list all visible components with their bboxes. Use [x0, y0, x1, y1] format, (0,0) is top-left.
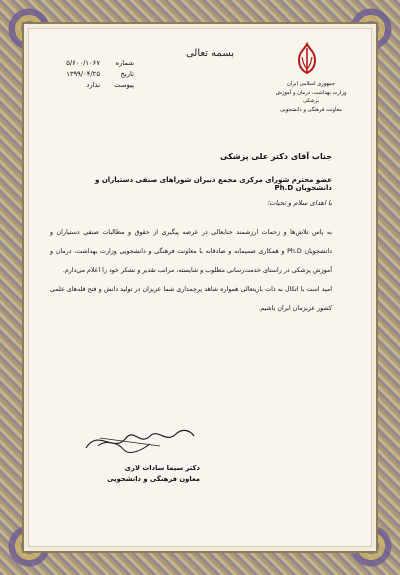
number-value: ۵/۶۰۰/۱۰۶۷ [66, 59, 100, 67]
organization-line: معاونت فرهنگی و دانشجویی [280, 106, 342, 113]
date-label: تاریخ [120, 70, 134, 78]
recipient: جناب آقای دکتر علی پزشکی [220, 152, 332, 161]
handwritten-signature-icon [80, 420, 200, 460]
signer-title: معاون فرهنگی و دانشجویی [107, 475, 200, 483]
date-row [42, 69, 134, 80]
signature-block [80, 420, 200, 498]
body-paragraph: امید است با اتکال به ذات باریتعالی همواره شاهد پرچمداری شما عزیزان در تولید دانش و فتح قله‌های علمی کشور عزیزمان ایران باشیم. [50, 286, 332, 312]
letter-body [50, 223, 332, 318]
iran-emblem-icon [292, 40, 322, 78]
attachment-row [42, 80, 134, 91]
subject-line: عضو محترم شورای مرکزی مجمع دبیران شوراهای صنفی دستیاران و دانشجویان Ph.D [95, 176, 332, 192]
number-row [42, 58, 134, 69]
greeting: با اهدای سلام و تحیات؛ [266, 199, 332, 207]
number-label: شماره [115, 59, 134, 67]
body-paragraph: به پاس تلاش‌ها و زحمات ارزشمند جنابعالی در عرصه پیگیری از حقوق و مطالبات صنفی دستیاران و دانشجویان Ph.D و همکاری صمیمانه و صادقانه با معاونت فرهنگی و دانشجویی وزارت بهداشت، درمان و آموزش پزشکی در راستای خدمت‌رسانی مطلوب و شایسته، مراتب تقدیر و تشکر خود را اعلام می‌دارم. [50, 229, 332, 274]
organization-line: جمهوری اسلامی ایران [286, 81, 336, 87]
signer-name: دکتر سیما سادات لاری [124, 464, 200, 472]
date-value: ۱۳۹۹/۰۴/۲۵ [66, 70, 100, 78]
organization-line: وزارت بهداشت، درمان و آموزش پزشکی [275, 89, 347, 104]
signer [80, 463, 200, 485]
letter-metadata [42, 58, 134, 91]
attachment-value: ندارد [86, 81, 100, 89]
attachment-label: پیوست [114, 81, 134, 89]
organization-header [270, 80, 352, 114]
basmala: بسمه تعالی [185, 48, 235, 59]
